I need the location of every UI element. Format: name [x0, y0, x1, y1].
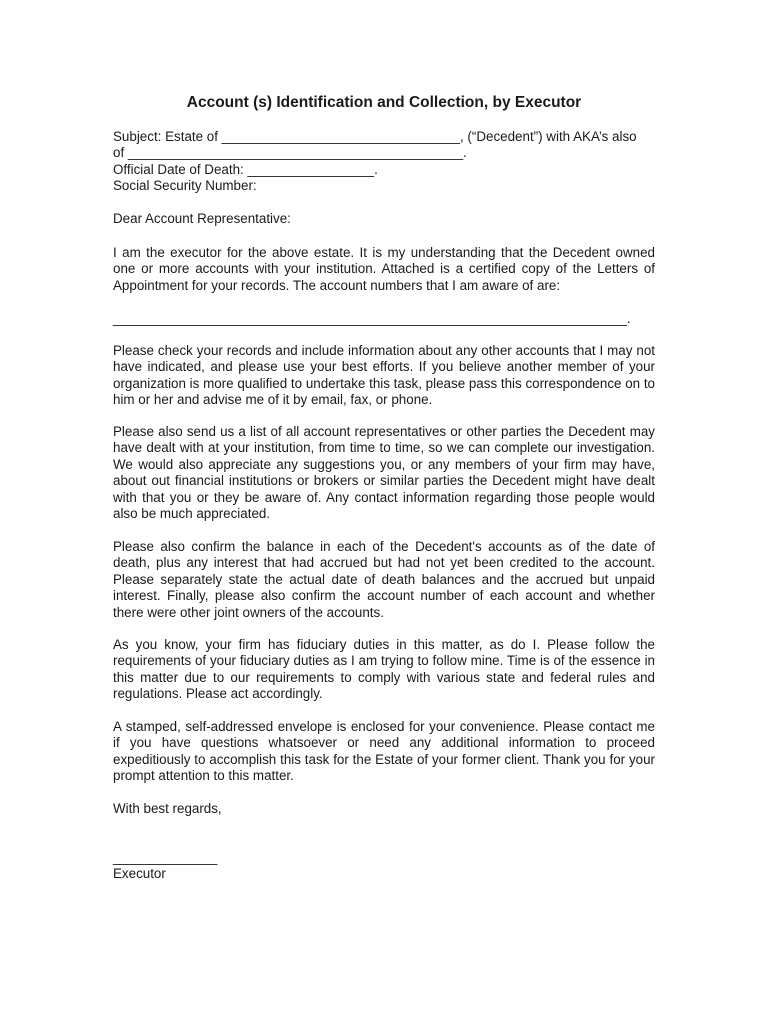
subject-block	[113, 129, 655, 195]
document-title: Account (s) Identification and Collection, by Executor	[186, 94, 582, 111]
closing-text: With best regards,	[113, 801, 222, 816]
signature-line: ______________	[113, 850, 218, 865]
salutation	[113, 211, 655, 227]
account-numbers-blank: _____________________________________________________________________.	[113, 311, 631, 326]
salutation-text: Dear Account Representative:	[113, 211, 291, 226]
paragraph-balance-text: Please also confirm the balance in each of the Decedent's accounts as of the date of death, plus any interest that had accrued but had not yet been credited to the account. Please separately state the actual date of death balances and the accrued but unpaid interest. Finally, please also confirm the account number of each account and whether there were other joint owners of the accounts.	[113, 539, 655, 620]
paragraph-fiduciary	[113, 637, 655, 703]
account-numbers-line	[113, 311, 655, 327]
social-security-line: Social Security Number:	[113, 178, 257, 194]
paragraph-fiduciary-text: As you know, your firm has fiduciary duties in this matter, as do I. Please follow the requirements of your fiduciary duties as I am trying to follow mine. Time is of the essence in this matter due to our requirements to comply with various state and federal rules and regulations. Please act accordingly.	[113, 637, 655, 702]
signer-title: Executor	[113, 866, 166, 882]
closing	[113, 801, 655, 817]
paragraph-records	[113, 343, 655, 409]
subject-estate-line: Subject: Estate of ________________________________, (“Decedent”) with AKA’s also	[113, 129, 637, 144]
paragraph-representatives-text: Please also send us a list of all account representatives or other parties the Decedent may have dealt with at your institution, from time to time, so we can complete our investigation. We would also appreciate any suggestions you, or any members of your firm may have, about out financial institutions or brokers or similar parties the Decedent might have dealt with that you or they be aware of. Any contact information regarding those people would also be much appreciated.	[113, 424, 655, 522]
paragraph-intro-text: I am the executor for the above estate. It is my understanding that the Decedent owned one or more accounts with your institution. Attached is a certified copy of the Letters of Appointment for your records. The account numbers that I am aware of are:	[113, 245, 655, 293]
subject-aka-line: of _____________________________________________.	[113, 145, 467, 161]
paragraph-intro	[113, 245, 655, 294]
paragraph-envelope-text: A stamped, self-addressed envelope is enclosed for your convenience. Please contact me if you have questions whatsoever or need any additional information to proceed expeditiously to accomplish this task for the Estate of your former client. Thank you for your prompt attention to this matter.	[113, 719, 655, 784]
paragraph-envelope	[113, 719, 655, 785]
paragraph-balance	[113, 539, 655, 621]
paragraph-records-text: Please check your records and include information about any other accounts that I may not have indicated, and please use your best efforts. If you believe another member of your organization is more qualified to undertake this task, please pass this correspondence on to him or her and advise me of it by email, fax, or phone.	[113, 343, 655, 408]
date-of-death-line: Official Date of Death: _________________.	[113, 161, 378, 177]
signature-block	[113, 850, 655, 883]
paragraph-representatives	[113, 424, 655, 522]
